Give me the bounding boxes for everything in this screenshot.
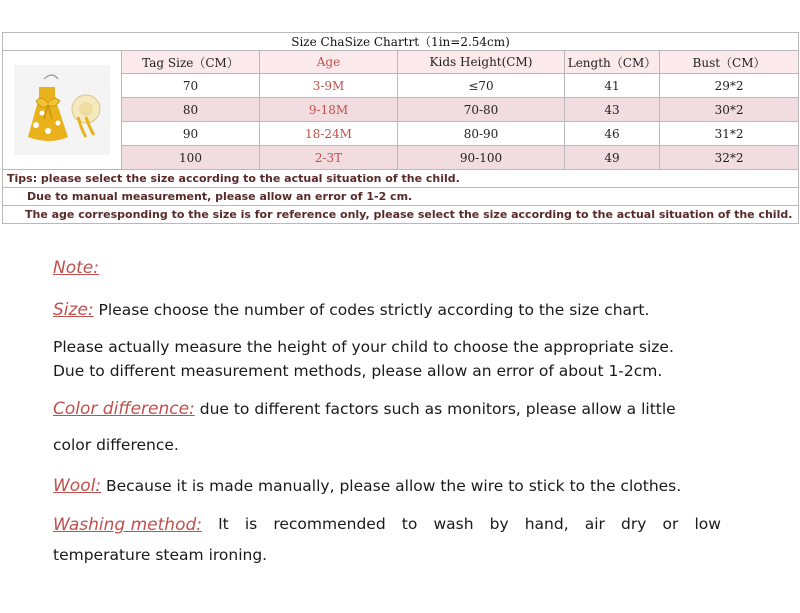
cell-age: 3-9M [260,74,398,98]
cell-length: 41 [565,74,660,98]
washing-text-2: temperature steam ironing. [53,546,268,564]
wash-word: hand, [524,515,569,533]
header-tag-size: Tag Size（CM） [122,51,260,74]
size-chart-table [2,32,799,224]
color-note-line [53,399,676,419]
cell-bust: 29*2 [660,74,799,98]
cell-tag-size: 80 [122,98,260,122]
tip-text: Tips: please select the size according to the actual situation of the child. [3,170,799,188]
wool-note-line [53,476,681,496]
wash-word: or [662,515,679,533]
cell-tag-size: 70 [122,74,260,98]
header-age: Age [260,51,398,74]
washing-note-line-2 [53,546,267,564]
wash-word: wash [433,515,474,533]
cell-tag-size: 100 [122,146,260,170]
wash-word: is [244,515,258,533]
cell-bust: 30*2 [660,98,799,122]
cell-length: 43 [565,98,660,122]
wash-word: low [694,515,721,533]
wash-word: It [218,515,229,533]
header-kids-height: Kids Height(CM) [398,51,565,74]
note-heading-line [53,258,99,278]
cell-age: 18-24M [260,122,398,146]
wool-text: Because it is made manually, please allow the wire to stick to the clothes. [101,477,682,495]
color-difference-text-2: color difference. [53,436,179,454]
dress-image [14,65,110,155]
cell-height: 70-80 [398,98,565,122]
wash-word: to [401,515,418,533]
cell-bust: 31*2 [660,122,799,146]
size-text: Please choose the number of codes strictly according to the size chart. [93,301,650,319]
wash-word: dry [621,515,647,533]
header-length: Length（CM） [565,51,660,74]
wool-label: Wool: [53,476,102,496]
tip-text: The age corresponding to the size is for reference only, please select the size according to the actual situation of the child. [3,206,799,224]
cell-height: 90-100 [398,146,565,170]
product-photo-cell [3,51,122,170]
cell-height: ≤70 [398,74,565,98]
size-note-line-2 [53,338,674,356]
cell-length: 49 [565,146,660,170]
color-note-line-2 [53,436,179,454]
size-label: Size: [53,300,94,320]
wash-word: by [489,515,509,533]
header-bust: Bust（CM） [660,51,799,74]
cell-bust: 32*2 [660,146,799,170]
wash-word: recommended [273,515,386,533]
size-note-line-3 [53,362,662,380]
tip-text: Due to manual measurement, please allow an error of 1-2 cm. [3,188,799,206]
chart-title: Size ChaSize Chartrt（1in=2.54cm) [3,33,799,51]
size-text-2: Please actually measure the height of your child to choose the appropriate size. [53,338,674,356]
cell-tag-size: 90 [122,122,260,146]
cell-age: 2-3T [260,146,398,170]
size-text-3: Due to different measurement methods, please allow an error of about 1-2cm. [53,362,663,380]
note-heading: Note: [53,258,99,278]
washing-note-line [53,515,721,535]
cell-height: 80-90 [398,122,565,146]
size-note-line [53,300,649,320]
wash-word: air [584,515,605,533]
size-chart [2,32,798,224]
washing-method-label: Washing method: [53,515,202,535]
cell-length: 46 [565,122,660,146]
product-photo [14,65,110,155]
cell-age: 9-18M [260,98,398,122]
color-difference-label: Color difference: [53,399,195,419]
color-difference-text: due to different factors such as monitors, please allow a little [194,400,676,418]
